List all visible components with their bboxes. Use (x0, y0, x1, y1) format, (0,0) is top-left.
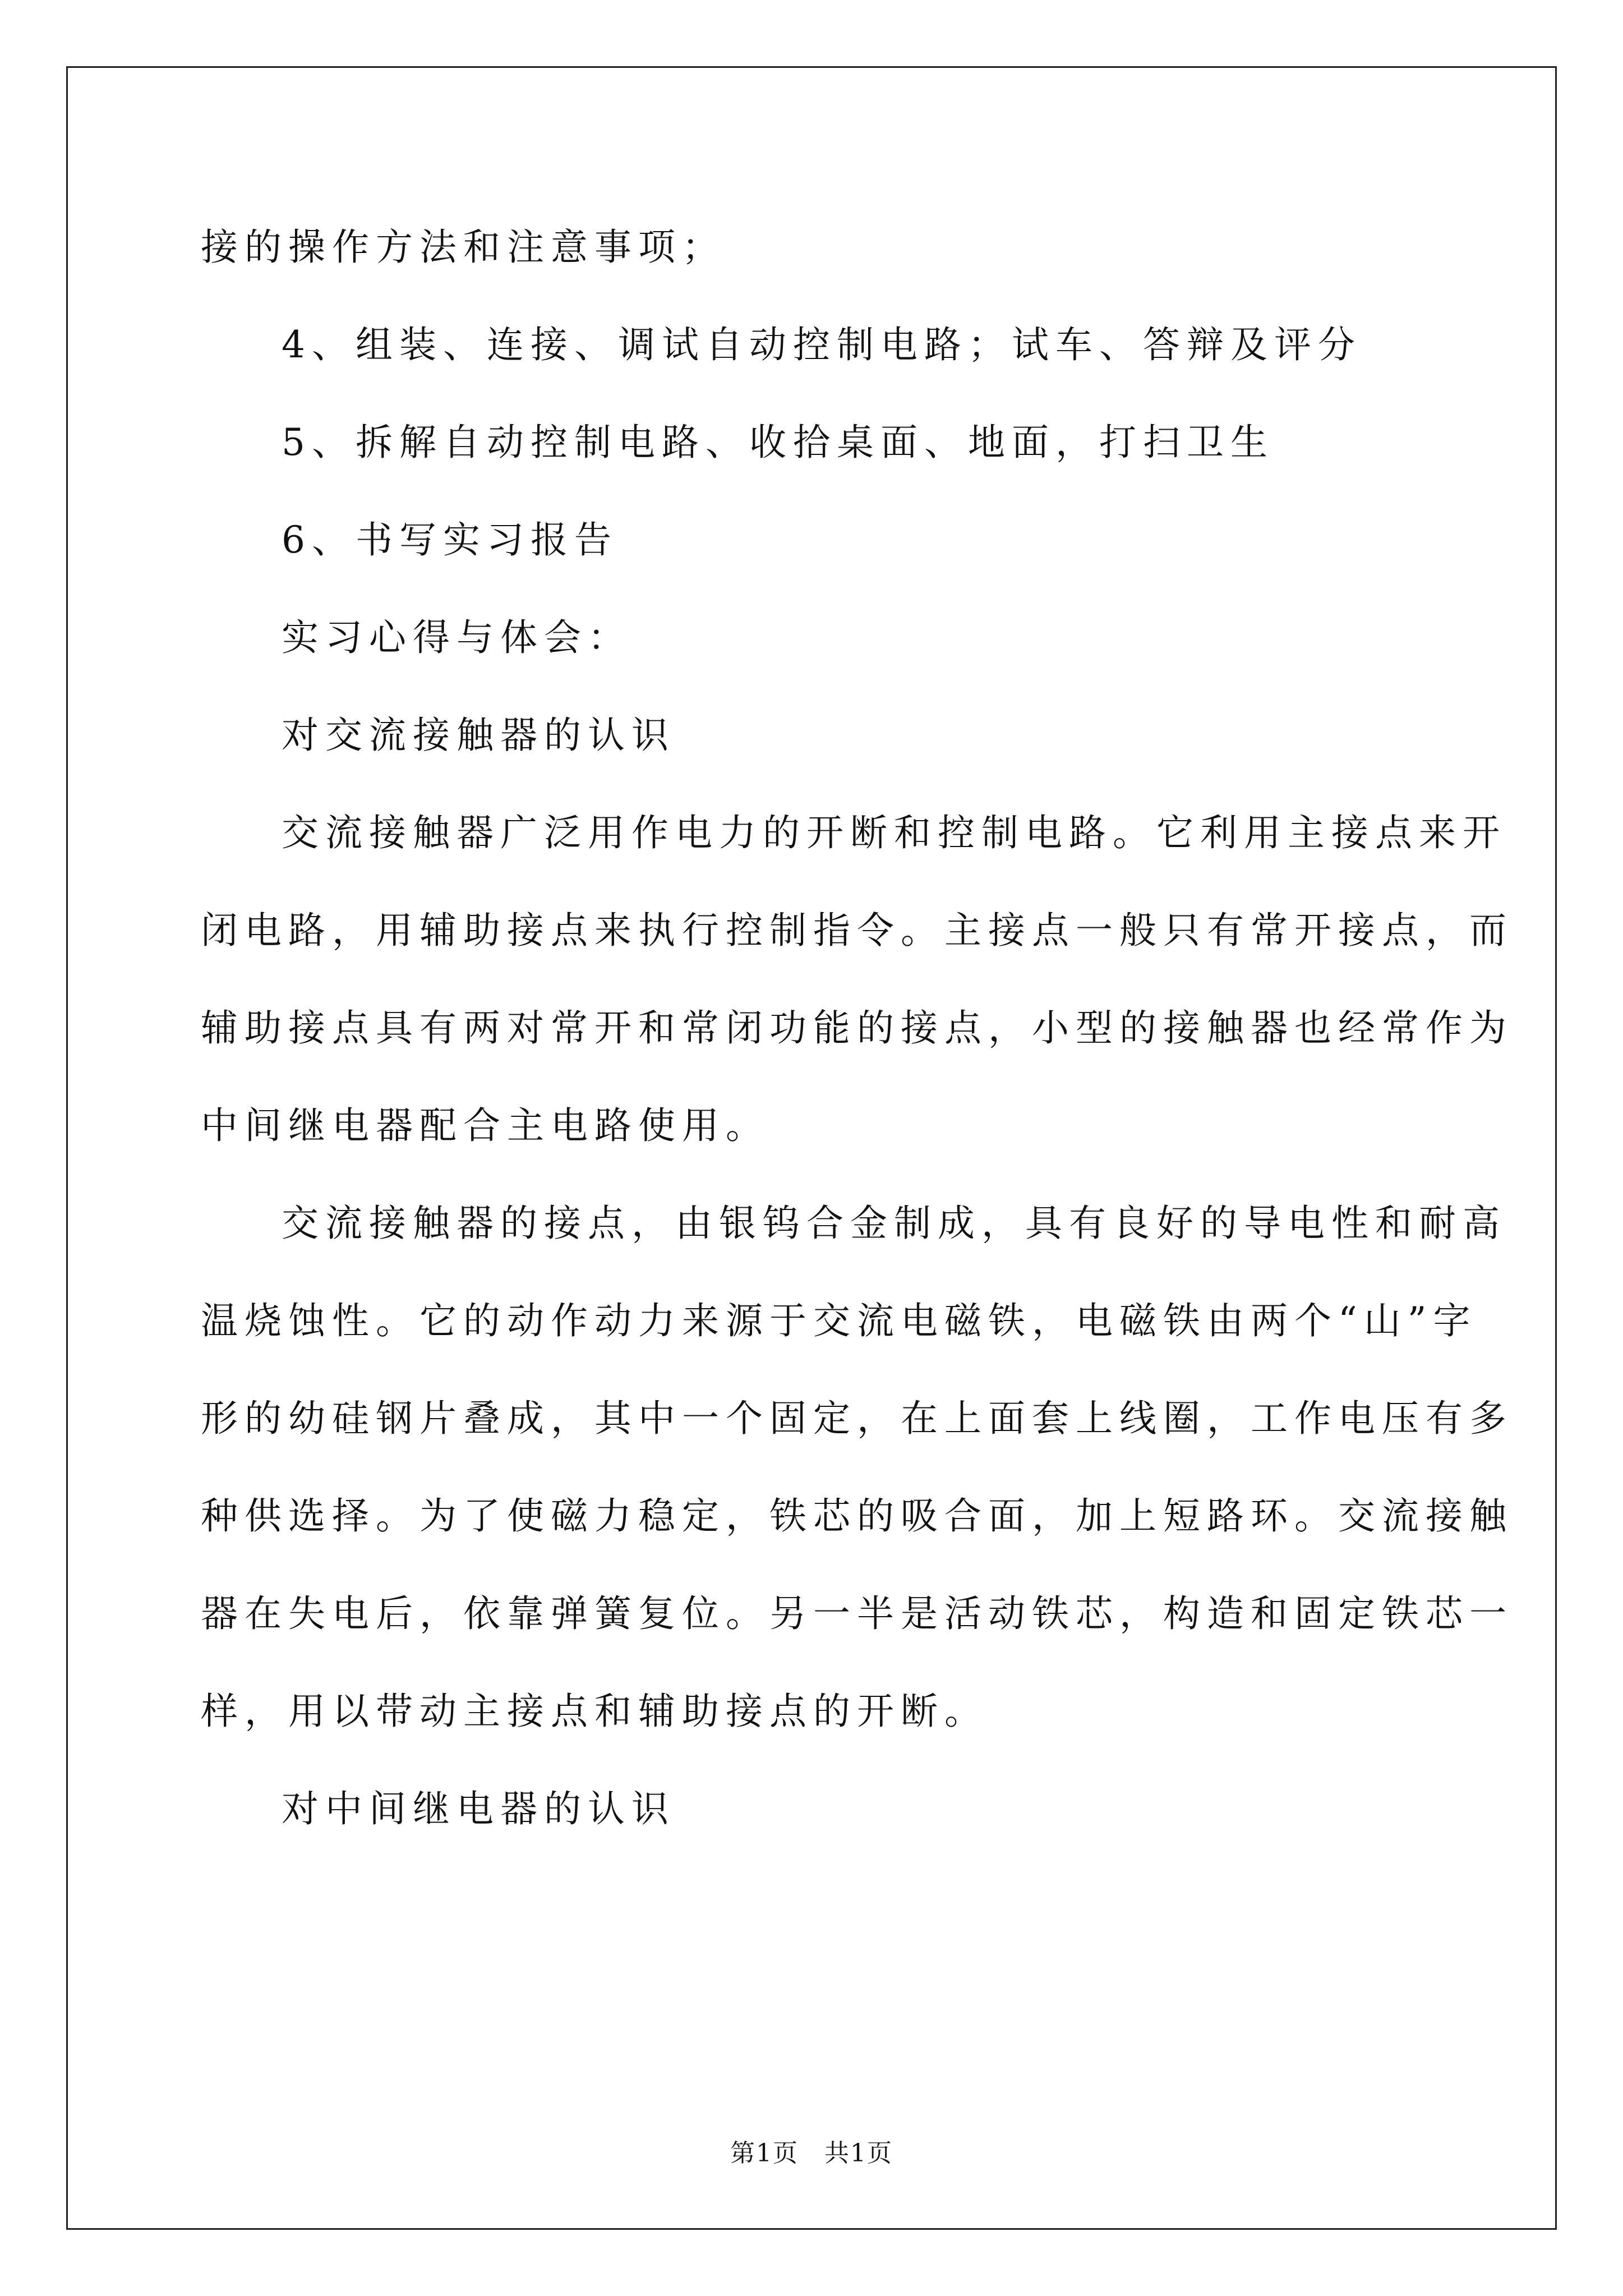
paragraph-line: 器在失电后，依靠弹簧复位。另一半是活动铁芯，构造和固定铁芯一 (201, 1592, 1513, 1635)
paragraph-line: 形的幼硅钢片叠成，其中一个固定，在上面套上线圈，工作电压有多 (201, 1397, 1513, 1440)
subsection-heading: 对交流接触器的认识 (282, 714, 675, 757)
section-heading: 实习心得与体会： (282, 616, 631, 659)
paragraph-line: 辅助接点具有两对常开和常闭功能的接点，小型的接触器也经常作为 (201, 1006, 1513, 1050)
paragraph-line: 种供选择。为了使磁力稳定，铁芯的吸合面，加上短路环。交流接触 (201, 1494, 1513, 1538)
list-item-6: 6、书写实习报告 (282, 518, 618, 562)
page-number: 第1页 共1页 (730, 2139, 893, 2168)
list-item-5: 5、拆解自动控制电路、收拾桌面、地面，打扫卫生 (282, 421, 1274, 464)
paragraph-line: 样，用以带动主接点和辅助接点的开断。 (201, 1690, 988, 1733)
paragraph-line: 温烧蚀性。它的动作动力来源于交流电磁铁，电磁铁由两个“山”字 (201, 1299, 1477, 1342)
text-line: 接的操作方法和注意事项； (201, 226, 726, 269)
paragraph-line: 交流接触器广泛用作电力的开断和控制电路。它利用主接点来开 (282, 811, 1506, 854)
paragraph-line: 中间继电器配合主电路使用。 (201, 1104, 769, 1147)
paragraph-line: 交流接触器的接点，由银钨合金制成，具有良好的导电性和耐高 (282, 1202, 1506, 1245)
list-item-4: 4、组装、连接、调试自动控制电路；试车、答辩及评分 (282, 323, 1362, 366)
paragraph-line: 闭电路，用辅助接点来执行控制指令。主接点一般只有常开接点，而 (201, 909, 1513, 952)
subsection-heading: 对中间继电器的认识 (282, 1787, 675, 1830)
